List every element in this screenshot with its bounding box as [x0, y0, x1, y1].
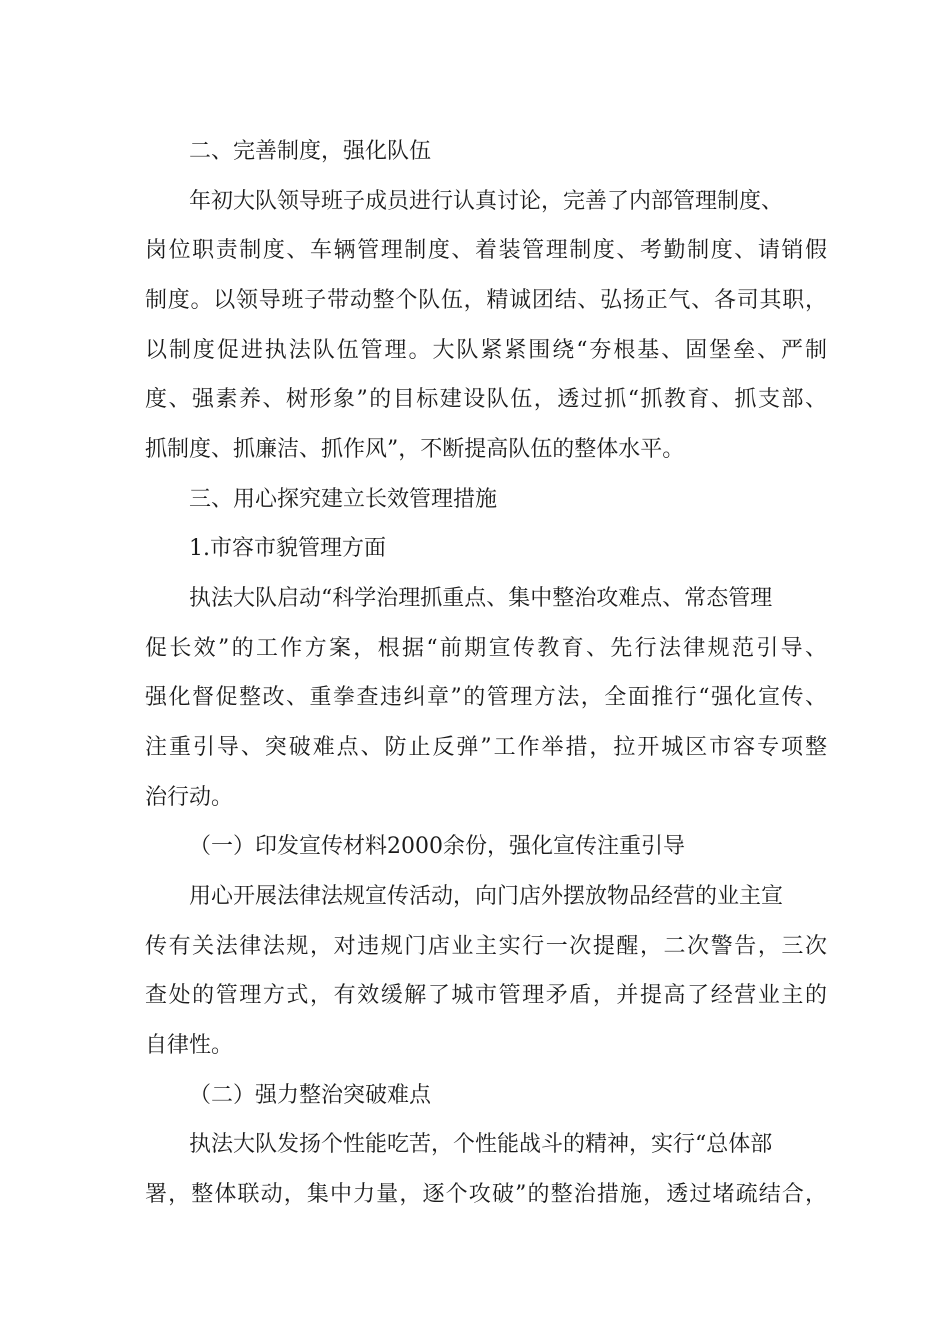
- paragraph-line: 抓制度、抓廉洁、抓作风”，不断提高队伍的整体水平。: [145, 437, 685, 462]
- paragraph-line: 度、强素养、树形象”的目标建设队伍，透过抓“抓教育、抓支部、: [145, 387, 827, 412]
- paragraph-line: 执法大队发扬个性能吃苦，个性能战斗的精神，实行“总体部: [189, 1132, 773, 1157]
- paragraph-line: 年初大队领导班子成员进行认真讨论，完善了内部管理制度、: [189, 189, 784, 214]
- paragraph-line: 署，整体联动，集中力量，逐个攻破”的整治措施，透过堵疏结合，: [145, 1182, 827, 1207]
- paragraph-line: 促长效”的工作方案，根据“前期宣传教育、先行法律规范引导、: [145, 636, 827, 661]
- subsection-heading-1: 1.市容市貌管理方面: [189, 536, 386, 561]
- paragraph-line: 岗位职责制度、车辆管理制度、着装管理制度、考勤制度、请销假: [145, 238, 827, 263]
- paragraph-line: 强化督促整改、重拳查违纠章”的管理方法，全面推行“强化宣传、: [145, 685, 827, 710]
- paragraph-line: 制度。以领导班子带动整个队伍，精诚团结、弘扬正气、各司其职，: [145, 288, 827, 313]
- item-heading-2: （二）强力整治突破难点: [189, 1083, 432, 1108]
- paragraph-line: 以制度促进执法队伍管理。大队紧紧围绕“夯根基、固堡垒、严制: [145, 338, 827, 363]
- paragraph-line: 传有关法律法规，对违规门店业主实行一次提醒，二次警告，三次: [145, 934, 827, 959]
- paragraph-line: 用心开展法律法规宣传活动，向门店外摆放物品经营的业主宣: [189, 884, 784, 909]
- section-heading-3: 三、用心探究建立长效管理措施: [189, 487, 498, 512]
- paragraph-line: 治行动。: [145, 785, 234, 810]
- paragraph-line: 查处的管理方式，有效缓解了城市管理矛盾，并提高了经营业主的: [145, 983, 827, 1008]
- item-heading-1: （一）印发宣传材料2000余份，强化宣传注重引导: [189, 834, 685, 859]
- paragraph-line: 执法大队启动“科学治理抓重点、集中整治攻难点、常态管理: [189, 586, 773, 611]
- section-heading-2: 二、完善制度，强化队伍: [189, 139, 432, 164]
- paragraph-line: 注重引导、突破难点、防止反弹”工作举措，拉开城区市容专项整: [145, 735, 827, 760]
- paragraph-line: 自律性。: [145, 1033, 234, 1058]
